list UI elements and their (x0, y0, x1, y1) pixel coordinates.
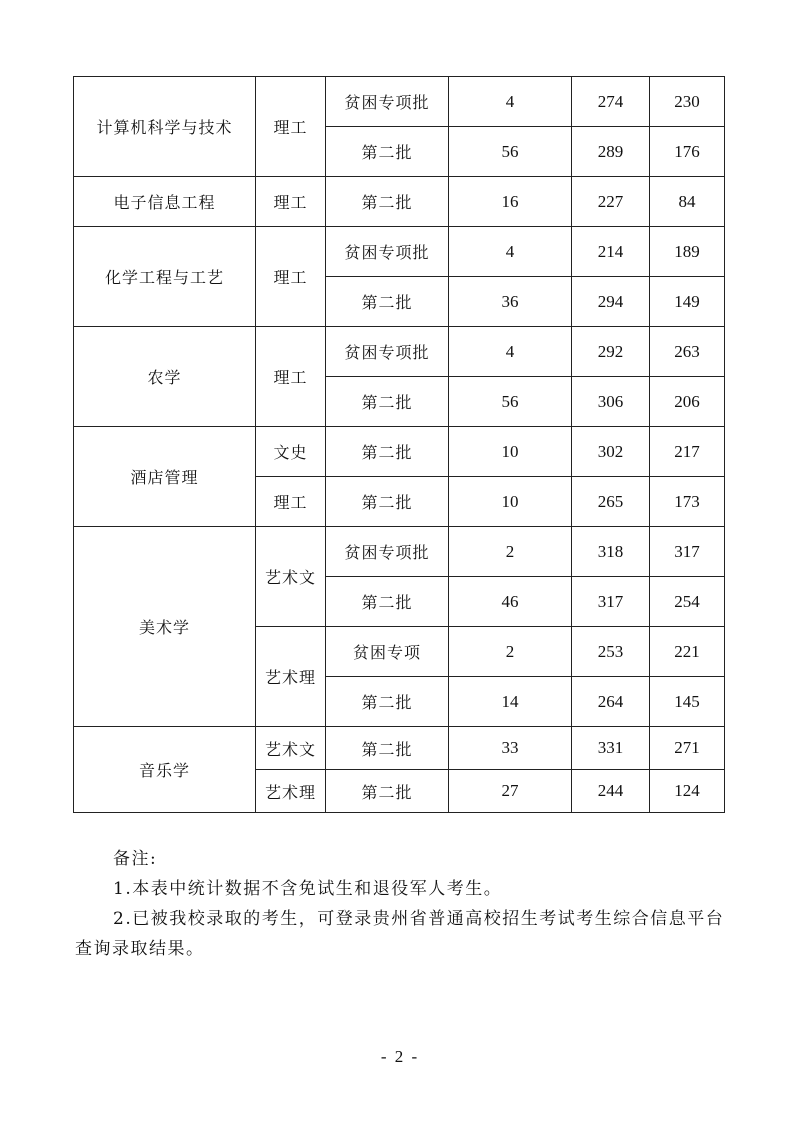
major-cell: 化学工程与工艺 (74, 227, 256, 327)
plan-cell: 16 (449, 177, 572, 227)
batch-cell: 贫困专项批 (326, 227, 449, 277)
max-score-cell: 214 (572, 227, 650, 277)
batch-cell: 贫困专项批 (326, 527, 449, 577)
batch-cell: 第二批 (326, 377, 449, 427)
max-score-cell: 294 (572, 277, 650, 327)
max-score-cell: 317 (572, 577, 650, 627)
major-cell: 美术学 (74, 527, 256, 727)
major-cell: 酒店管理 (74, 427, 256, 527)
min-score-cell: 263 (650, 327, 725, 377)
batch-cell: 第二批 (326, 727, 449, 770)
table-row (74, 177, 725, 227)
category-cell: 理工 (256, 177, 326, 227)
batch-cell: 第二批 (326, 127, 449, 177)
category-cell: 理工 (256, 77, 326, 177)
major-cell: 计算机科学与技术 (74, 77, 256, 177)
table-row (74, 427, 725, 477)
plan-cell: 56 (449, 377, 572, 427)
category-cell: 艺术文 (256, 527, 326, 627)
table-row (74, 227, 725, 277)
batch-cell: 第二批 (326, 177, 449, 227)
notes-section (75, 844, 725, 964)
category-cell: 艺术理 (256, 770, 326, 813)
category-cell: 理工 (256, 477, 326, 527)
page-number: - 2 - (380, 1047, 420, 1066)
min-score-cell: 124 (650, 770, 725, 813)
max-score-cell: 253 (572, 627, 650, 677)
plan-cell: 2 (449, 627, 572, 677)
min-score-cell: 145 (650, 677, 725, 727)
min-score-cell: 317 (650, 527, 725, 577)
min-score-cell: 230 (650, 77, 725, 127)
plan-cell: 14 (449, 677, 572, 727)
batch-cell: 第二批 (326, 277, 449, 327)
plan-cell: 33 (449, 727, 572, 770)
plan-cell: 56 (449, 127, 572, 177)
category-cell: 理工 (256, 327, 326, 427)
max-score-cell: 274 (572, 77, 650, 127)
plan-cell: 46 (449, 577, 572, 627)
min-score-cell: 254 (650, 577, 725, 627)
note-item: 1.本表中统计数据不含免试生和退役军人考生。 (113, 879, 503, 899)
batch-cell: 第二批 (326, 677, 449, 727)
major-cell: 电子信息工程 (74, 177, 256, 227)
batch-cell: 第二批 (326, 477, 449, 527)
max-score-cell: 292 (572, 327, 650, 377)
max-score-cell: 306 (572, 377, 650, 427)
plan-cell: 27 (449, 770, 572, 813)
plan-cell: 4 (449, 227, 572, 277)
min-score-cell: 217 (650, 427, 725, 477)
major-cell: 农学 (74, 327, 256, 427)
notes-title: 备注: (113, 849, 158, 869)
max-score-cell: 227 (572, 177, 650, 227)
plan-cell: 2 (449, 527, 572, 577)
min-score-cell: 221 (650, 627, 725, 677)
batch-cell: 贫困专项批 (326, 327, 449, 377)
min-score-cell: 149 (650, 277, 725, 327)
batch-cell: 贫困专项 (326, 627, 449, 677)
min-score-cell: 189 (650, 227, 725, 277)
max-score-cell: 265 (572, 477, 650, 527)
max-score-cell: 264 (572, 677, 650, 727)
batch-cell: 第二批 (326, 770, 449, 813)
admission-score-table (73, 76, 725, 813)
table-row (74, 727, 725, 770)
category-cell: 艺术理 (256, 627, 326, 727)
min-score-cell: 206 (650, 377, 725, 427)
table-row (74, 77, 725, 127)
table-row (74, 327, 725, 377)
max-score-cell: 244 (572, 770, 650, 813)
category-cell: 理工 (256, 227, 326, 327)
batch-cell: 贫困专项批 (326, 77, 449, 127)
min-score-cell: 173 (650, 477, 725, 527)
plan-cell: 10 (449, 427, 572, 477)
min-score-cell: 176 (650, 127, 725, 177)
batch-cell: 第二批 (326, 577, 449, 627)
max-score-cell: 289 (572, 127, 650, 177)
max-score-cell: 331 (572, 727, 650, 770)
plan-cell: 4 (449, 327, 572, 377)
batch-cell: 第二批 (326, 427, 449, 477)
category-cell: 艺术文 (256, 727, 326, 770)
plan-cell: 10 (449, 477, 572, 527)
note-item: 2.已被我校录取的考生，可登录贵州省普通高校招生考试考生综合信息平台查询录取结果。 (75, 909, 725, 959)
max-score-cell: 318 (572, 527, 650, 577)
major-cell: 音乐学 (74, 727, 256, 813)
plan-cell: 36 (449, 277, 572, 327)
min-score-cell: 84 (650, 177, 725, 227)
category-cell: 文史 (256, 427, 326, 477)
plan-cell: 4 (449, 77, 572, 127)
max-score-cell: 302 (572, 427, 650, 477)
min-score-cell: 271 (650, 727, 725, 770)
table-row (74, 527, 725, 577)
